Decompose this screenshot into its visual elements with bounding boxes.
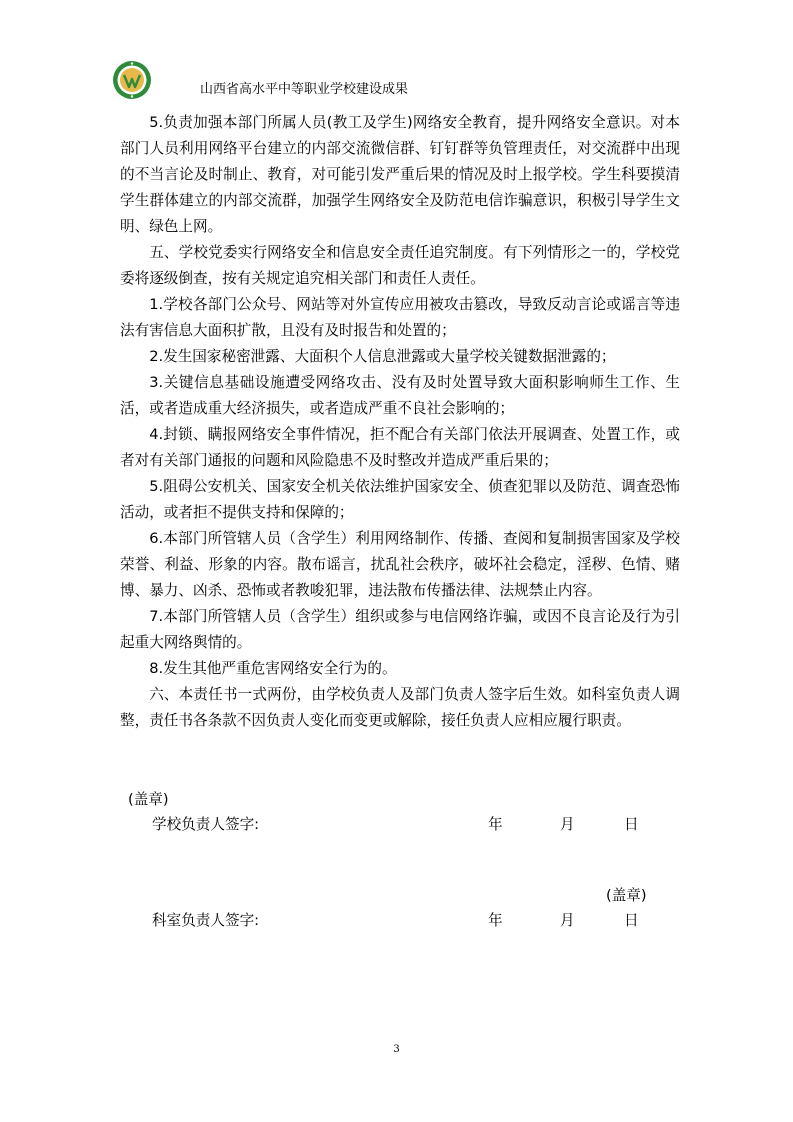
paragraph: 3.关键信息基础设施遭受网络攻击、没有及时处置导致大面积影响师生工作、生活，或者造成重大经济损失，或者造成严重不良社会影响的；: [120, 374, 680, 417]
page-number: 3: [393, 1044, 400, 1055]
document-body: [120, 110, 680, 734]
paragraph: 7.本部门所管辖人员（含学生）组织或参与电信网络诈骗，或因不良言论及行为引起重大网络舆情的。: [120, 608, 680, 651]
dept-seal-label: (盖章): [606, 887, 647, 904]
paragraph: 6.本部门所管辖人员（含学生）利用网络制作、传播、查阅和复制损害国家及学校荣誉、利益、形象的内容。散布谣言，扰乱社会秩序，破坏社会稳定，淫秽、色情、赌博、暴力、凶杀、恐怖或者教唆犯罪，违法散布传播法律、法规禁止内容。: [120, 530, 680, 599]
paragraph: 5.负责加强本部门所属人员(教工及学生)网络安全教育，提升网络安全意识。对本部门人员利用网络平台建立的内部交流微信群、钉钉群等负管理责任，对交流群中出现的不当言论及时制止、教育，对可能引发严重后果的情况及时上报学校。学生科要摸清学生群体建立的内部交流群，加强学生网络安全及防范电信诈骗意识，积极引导学生文明、绿色上网。: [120, 114, 680, 235]
header-title: 山西省高水平中等职业学校建设成果: [200, 82, 409, 97]
school-year-label: 年: [488, 816, 503, 833]
paragraph: 2.发生国家秘密泄露、大面积个人信息泄露或大量学校关键数据泄露的；: [149, 348, 616, 365]
paragraph: 5.阻碍公安机关、国家安全机关依法维护国家安全、侦查犯罪以及防范、调查恐怖活动，或者拒不提供支持和保障的；: [120, 478, 680, 521]
school-month-label: 月: [560, 816, 575, 833]
paragraph: 六、本责任书一式两份，由学校负责人及部门负责人签字后生效。如科室负责人调整，责任书各条款不因负责人变化而变更或解除，接任负责人应相应履行职责。: [120, 686, 680, 729]
dept-day-label: 日: [624, 912, 639, 929]
dept-signature-label: 科室负责人签字:: [152, 912, 260, 929]
paragraph: 五、学校党委实行网络安全和信息安全责任追究制度。有下列情形之一的，学校党委将逐级倒查，按有关规定追究相关部门和责任人责任。: [120, 244, 680, 287]
school-signature-label: 学校负责人签字:: [152, 816, 260, 833]
school-seal-label: (盖章): [128, 791, 169, 808]
paragraph: 8.发生其他严重危害网络安全行为的。: [149, 660, 397, 677]
paragraph: 4.封锁、瞒报网络安全事件情况，拒不配合有关部门依法开展调查、处置工作，或者对有关部门通报的问题和风险隐患不及时整改并造成严重后果的；: [120, 426, 680, 469]
dept-month-label: 月: [560, 912, 575, 929]
school-logo: [112, 60, 152, 100]
dept-year-label: 年: [488, 912, 503, 929]
school-day-label: 日: [624, 816, 639, 833]
paragraph: 1.学校各部门公众号、网站等对外宣传应用被攻击篡改，导致反动言论或谣言等违法有害信息大面积扩散，且没有及时报告和处置的；: [120, 296, 680, 339]
